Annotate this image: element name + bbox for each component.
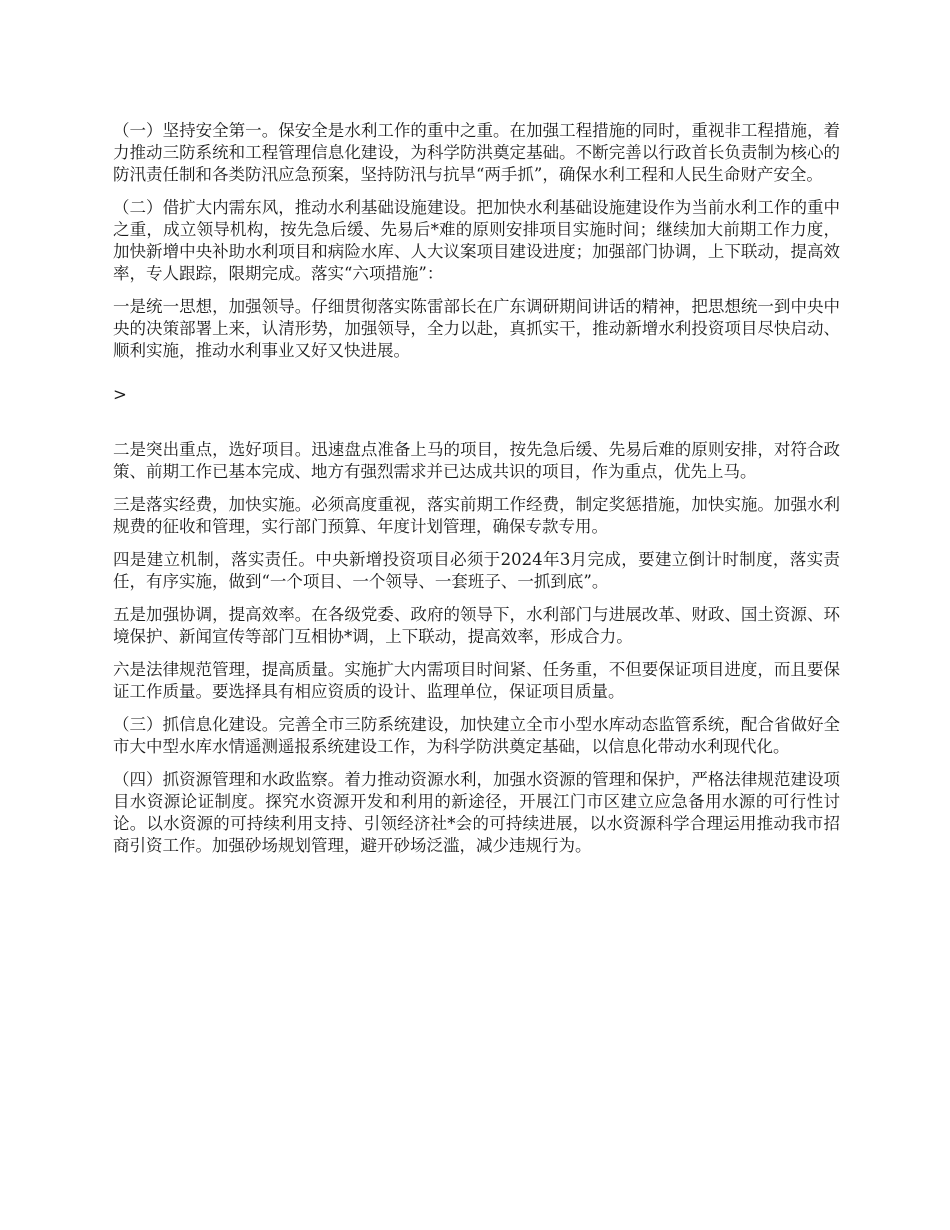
paragraph-measure-6: 六是法律规范管理，提高质量。实施扩大内需项目时间紧、任务重，不但要保证项目进度，而且要保证工作质量。要选择具有相应资质的设计、监理单位，保证项目质量。 [113,660,840,701]
paragraph-measure-3: 三是落实经费，加快实施。必须高度重视，落实前期工作经费，制定奖惩措施，加快实施。加强水利规费的征收和管理，实行部门预算、年度计划管理，确保专款专用。 [113,495,840,536]
paragraph-measure-4: 四是建立机制，落实责任。中央新增投资项目必须于2024年3月完成，要建立倒计时制度，落实责任，有序实施，做到“一个项目、一个领导、一套班子、一抓到底”。 [113,550,840,591]
paragraph-infrastructure: （二）借扩大内需东风，推动水利基础设施建设。把加快水利基础设施建设作为当前水利工作的重中之重，成立领导机构，按先急后缓、先易后*难的原则安排项目实施时间；继续加大前期工作力度，加快新增中央补助水利项目和病险水库、人大议案项目建设进度；加强部门协调，上下联动，提高效率，专人跟踪，限期完成。落实“六项措施”： [113,198,840,283]
paragraph-measure-2: 二是突出重点，选好项目。迅速盘点准备上马的项目，按先急后缓、先易后难的原则安排，对符合政策、前期工作已基本完成、地方有强烈需求并已达成共识的项目，作为重点，优先上马。 [113,440,840,481]
paragraph-measure-1: 一是统一思想，加强领导。仔细贯彻落实陈雷部长在广东调研期间讲话的精神，把思想统一到中央中央的决策部署上来，认清形势，加强领导，全力以赴，真抓实干，推动新增水利投资项目尽快启动、顺利实施，推动水利事业又好又快进展。 [113,297,840,360]
stray-marker: > [113,385,127,404]
paragraph-measure-5: 五是加强协调，提高效率。在各级党委、政府的领导下，水利部门与进展改革、财政、国土资源、环境保护、新闻宣传等部门互相协*调，上下联动，提高效率，形成合力。 [113,605,840,646]
paragraph-informatization: （三）抓信息化建设。完善全市三防系统建设，加快建立全市小型水库动态监管系统，配合省做好全市大中型水库水情遥测遥报系统建设工作，为科学防洪奠定基础，以信息化带动水利现代化。 [113,715,840,756]
paragraph-safety-first: （一）坚持安全第一。保安全是水利工作的重中之重。在加强工程措施的同时，重视非工程措施，着力推动三防系统和工程管理信息化建设，为科学防洪奠定基础。不断完善以行政首长负责制为核心的防汛责任制和各类防汛应急预案，坚持防汛与抗旱“两手抓”，确保水利工程和人民生命财产安全。 [113,121,840,184]
document-page [113,120,840,868]
paragraph-resource-management: （四）抓资源管理和水政监察。着力推动资源水利，加强水资源的管理和保护，严格法律规范建设项目水资源论证制度。探究水资源开发和利用的新途径，开展江门市区建立应急备用水源的可行性讨论。以水资源的可持续利用支持、引领经济社*会的可持续进展，以水资源科学合理运用推动我市招商引资工作。加强砂场规划管理，避开砂场泛滥，减少违规行为。 [113,770,840,855]
